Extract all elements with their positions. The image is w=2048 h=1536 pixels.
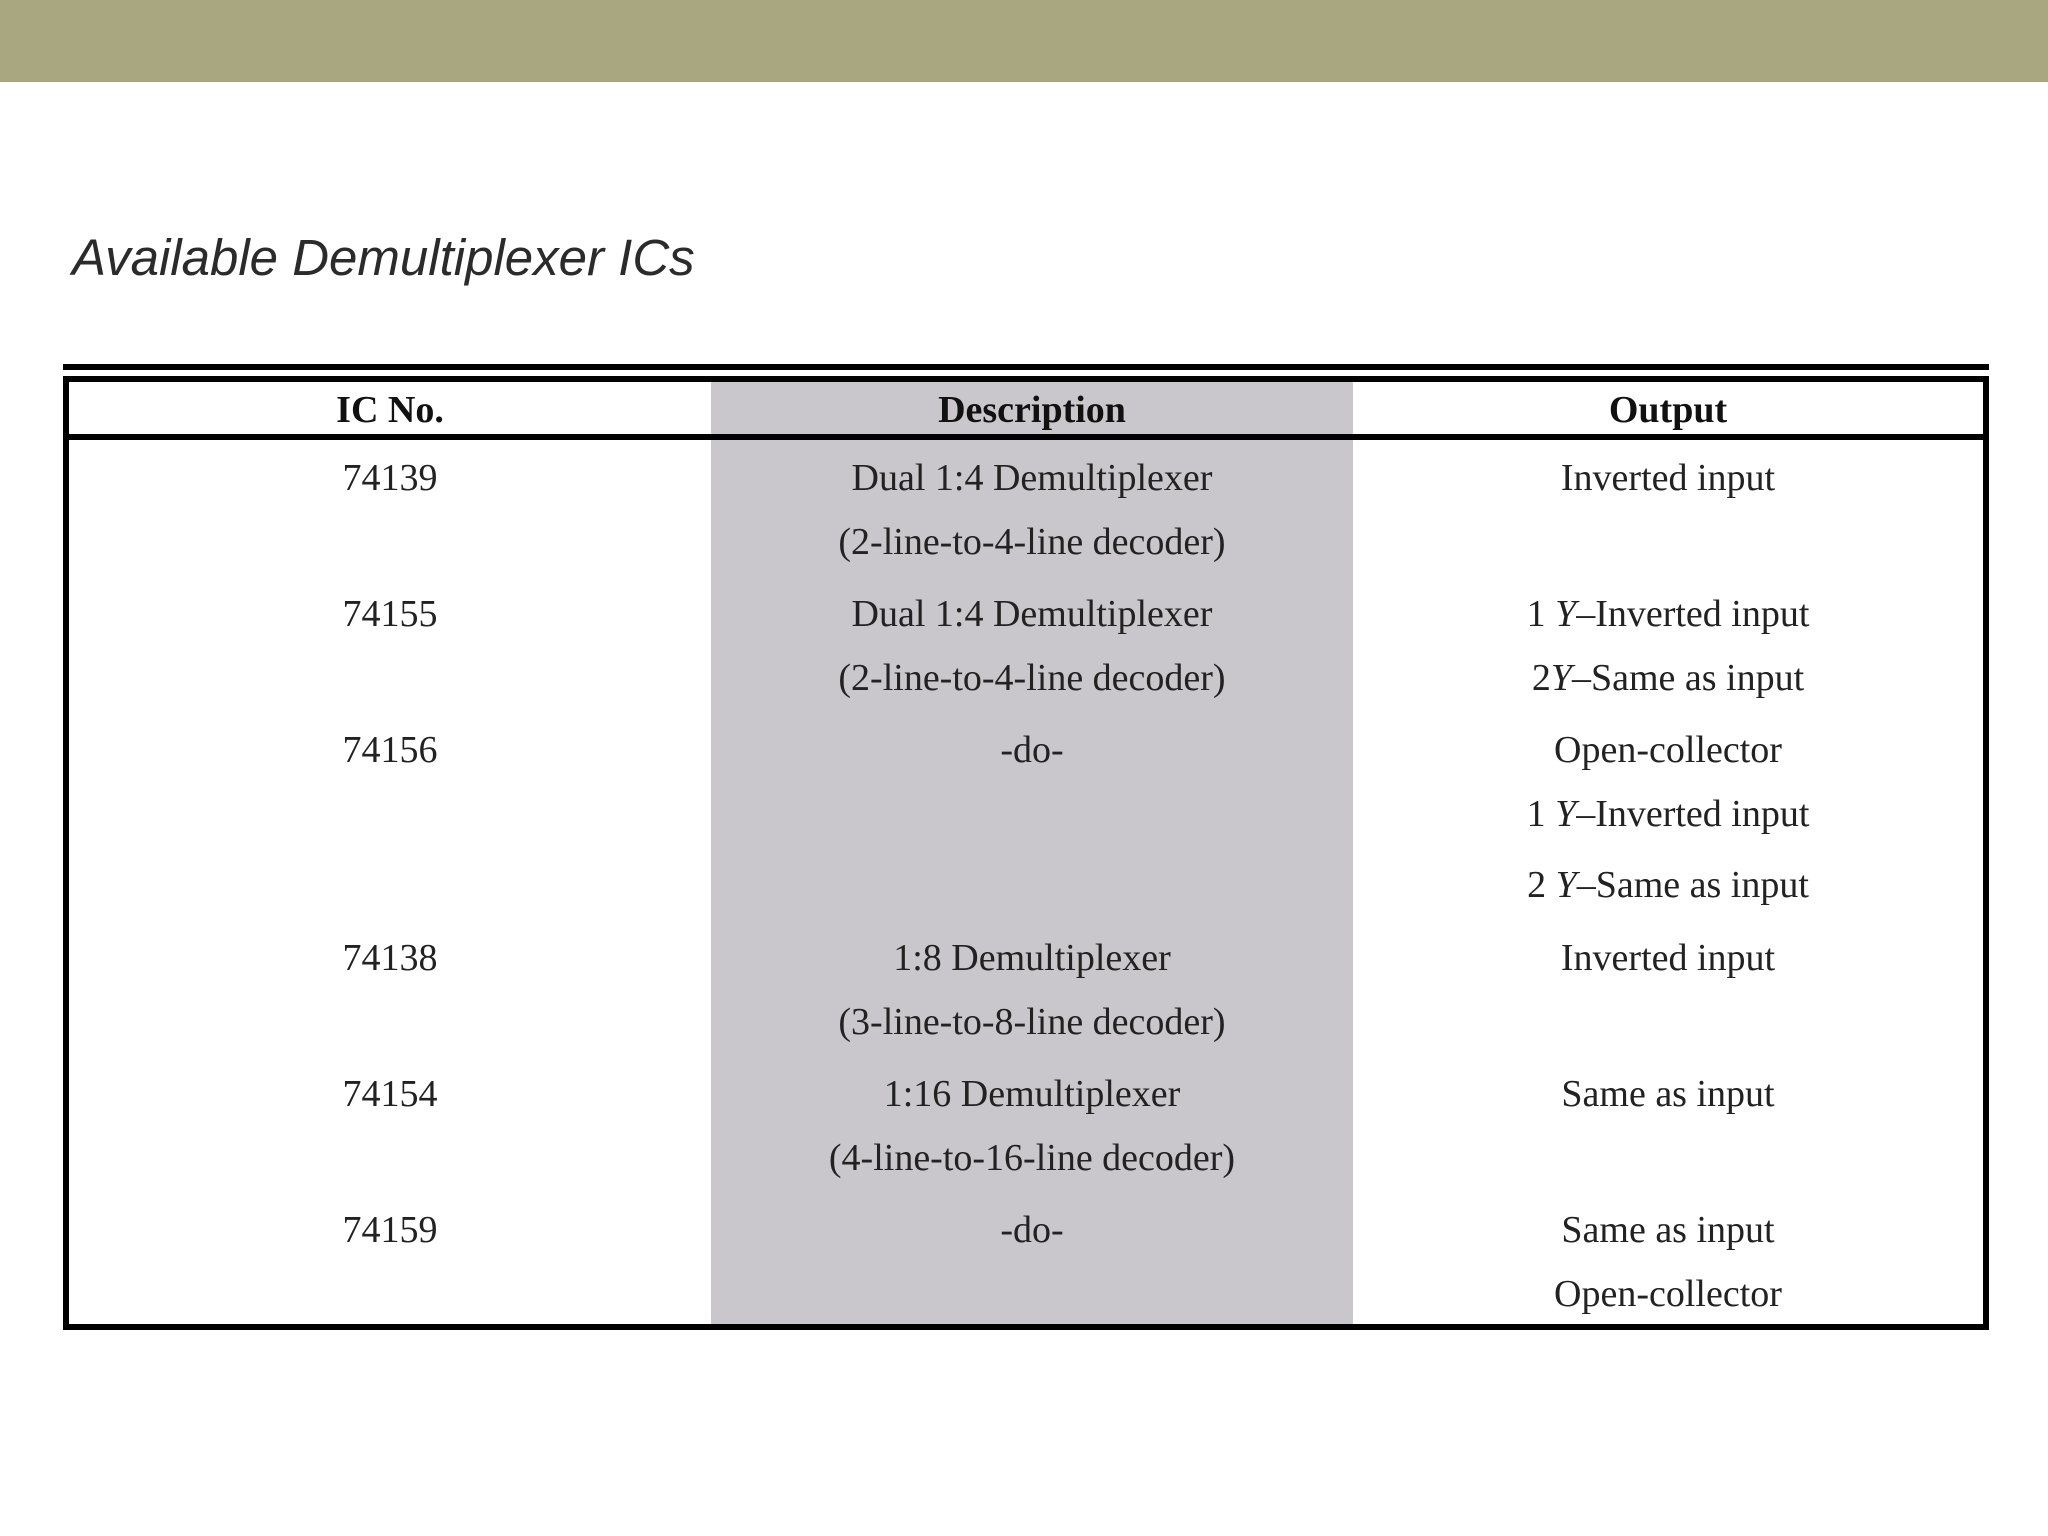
italic-y: Y [1555, 864, 1577, 906]
cell-output [1353, 1062, 1983, 1126]
description-line: 1:16 Demultiplexer [883, 1073, 1181, 1115]
cell-output [1353, 446, 1983, 510]
cell-ic-no [69, 1062, 711, 1126]
header-ic-no: IC No. [336, 389, 444, 431]
cell-description [711, 926, 1353, 1054]
demultiplexer-table [63, 364, 1989, 1330]
italic-y: Y [1555, 593, 1577, 635]
description-line: 1:8 Demultiplexer [893, 937, 1171, 979]
cell-ic-no [69, 582, 711, 646]
ic-number: 74156 [342, 729, 438, 771]
cell-description [711, 1198, 1353, 1262]
cell-output [1353, 582, 1983, 710]
cell-description [711, 718, 1353, 782]
output-line: 1 Y–Inverted input [1526, 593, 1810, 635]
ic-number: 74138 [342, 937, 438, 979]
output-line: Inverted input [1560, 457, 1776, 499]
ic-number: 74159 [342, 1209, 438, 1251]
description-line: (3-line-to-8-line decoder) [838, 1001, 1226, 1043]
description-line: (2-line-to-4-line decoder) [838, 657, 1226, 699]
italic-y: Y [1555, 793, 1577, 835]
output-line: 2 Y–Same as input [1527, 864, 1809, 906]
cell-ic-no [69, 718, 711, 782]
ic-number: 74154 [342, 1073, 438, 1115]
output-line: 2Y–Same as input [1531, 657, 1805, 699]
description-line: -do- [1000, 729, 1064, 771]
output-line: Open-collector [1554, 729, 1782, 771]
output-line: Open-collector [1554, 1273, 1782, 1315]
output-line: Same as input [1561, 1209, 1775, 1251]
description-line: Dual 1:4 Demultiplexer [851, 593, 1213, 635]
cell-ic-no [69, 1198, 711, 1262]
description-line: (4-line-to-16-line decoder) [828, 1137, 1236, 1179]
output-line: Same as input [1561, 1073, 1775, 1115]
cell-output [1353, 1198, 1983, 1326]
table-frame [63, 376, 1989, 1330]
header-description: Description [938, 389, 1126, 431]
cell-description [711, 446, 1353, 574]
cell-output [1353, 926, 1983, 990]
italic-y: Y [1550, 657, 1572, 699]
table-top-rule [63, 364, 1989, 370]
ic-number: 74155 [342, 593, 438, 635]
description-line: (2-line-to-4-line decoder) [838, 521, 1226, 563]
cell-ic-no [69, 446, 711, 510]
top-band [0, 0, 2048, 82]
ic-number: 74139 [342, 457, 438, 499]
cell-ic-no [69, 926, 711, 990]
description-line: -do- [1000, 1209, 1064, 1251]
cell-description [711, 582, 1353, 710]
cell-description [711, 1062, 1353, 1190]
description-line: Dual 1:4 Demultiplexer [851, 457, 1213, 499]
table-header-row [69, 382, 1983, 440]
output-line: Inverted input [1560, 937, 1776, 979]
output-line: 1 Y–Inverted input [1526, 793, 1810, 835]
header-output: Output [1608, 389, 1728, 431]
slide-title: Available Demultiplexer ICs [72, 229, 695, 286]
